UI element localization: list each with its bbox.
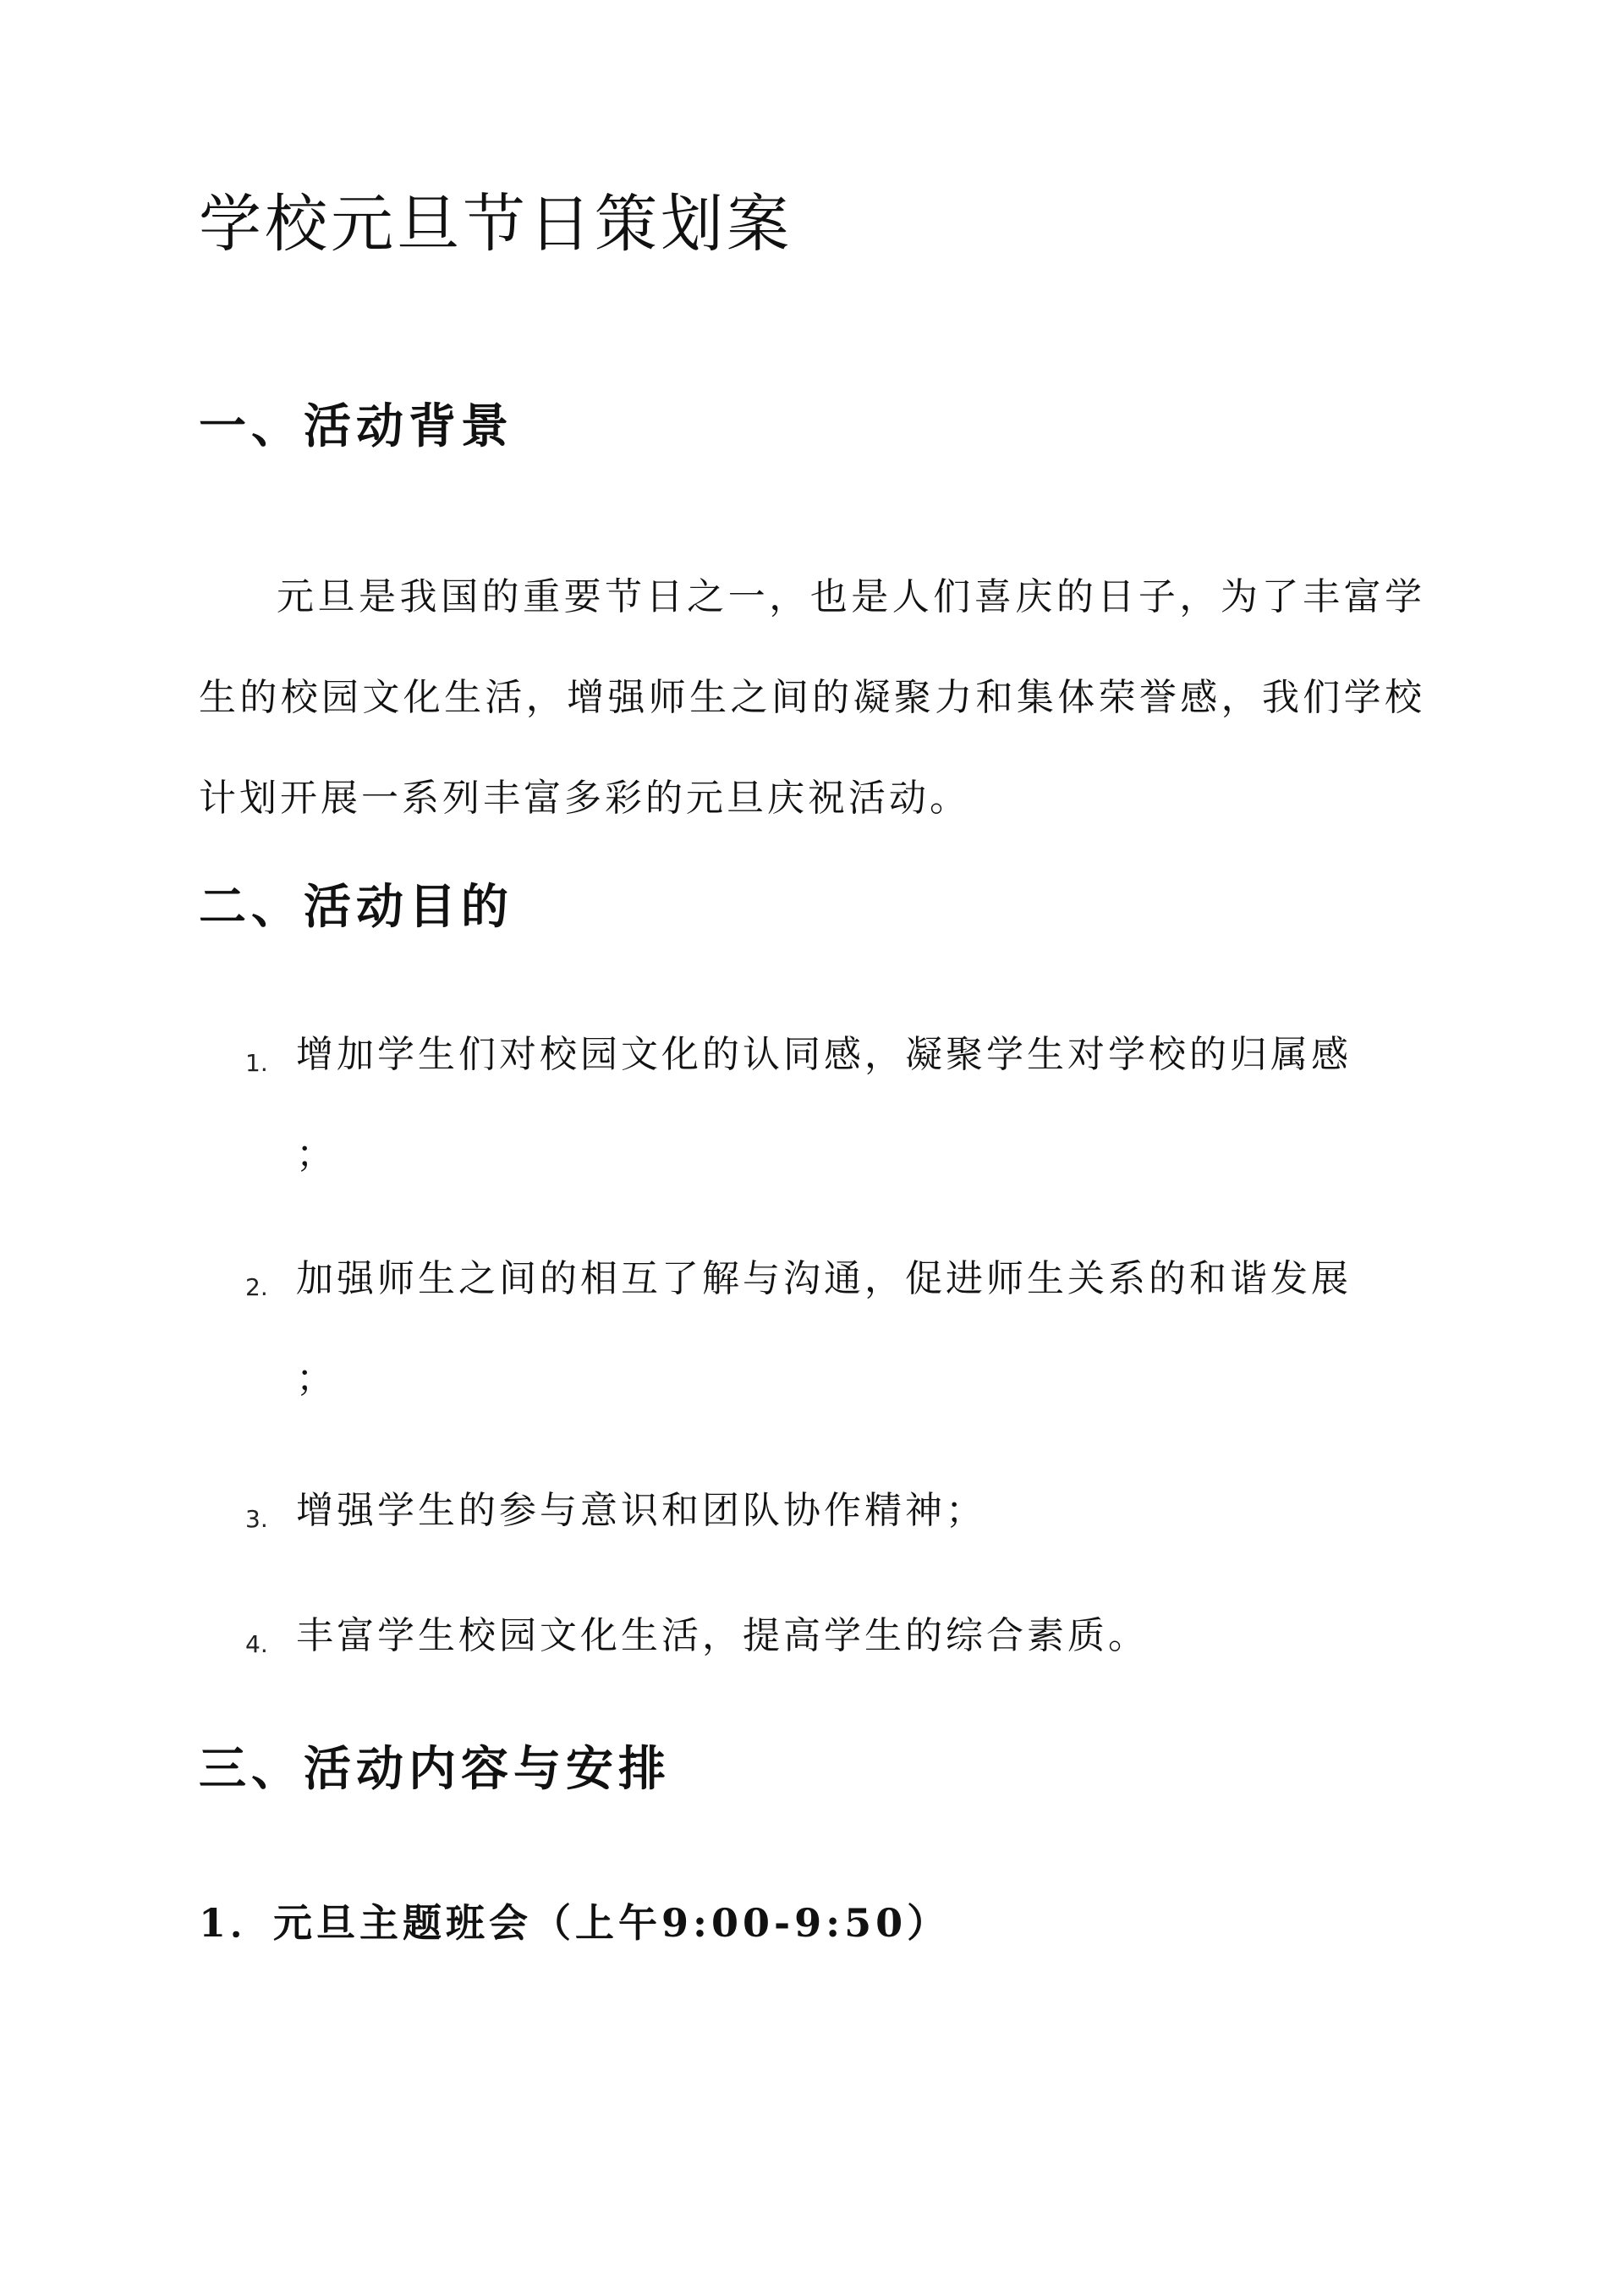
document-title: 学校元旦节日策划案 — [199, 188, 793, 261]
background-paragraph: 元旦是我国的重要节日之一，也是人们喜庆的日子，为了丰富学生的校园文化生活，增强师生之间的凝聚力和集体荣誉感，我们学校计划开展一系列丰富多彩的元旦庆祝活动。 — [199, 575, 1425, 820]
section-heading-content: 三、活动内容与安排 — [199, 1741, 671, 1797]
list-number: 3. — [245, 1505, 268, 1533]
list-item-text: 增加学生们对校园文化的认同感，凝聚学生对学校的归属感 — [296, 1033, 1352, 1076]
list-item-text: 增强学生的参与意识和团队协作精神； — [296, 1489, 986, 1532]
section-heading-purpose: 二、活动目的 — [199, 879, 513, 935]
list-number: 2. — [245, 1273, 268, 1301]
list-item-tail: ； — [296, 1357, 337, 1400]
list-item-text: 加强师生之间的相互了解与沟通，促进师生关系的和谐发展 — [296, 1257, 1352, 1300]
list-number: 4. — [245, 1630, 268, 1658]
list-item-text: 丰富学生校园文化生活，提高学生的综合素质。 — [296, 1614, 1149, 1657]
list-item-tail: ； — [296, 1133, 337, 1176]
list-number: 1. — [245, 1049, 268, 1077]
subheading-class-meeting: 1．元旦主题班会（上午9:00-9:50） — [199, 1900, 951, 1946]
section-heading-background: 一、活动背景 — [199, 398, 513, 454]
